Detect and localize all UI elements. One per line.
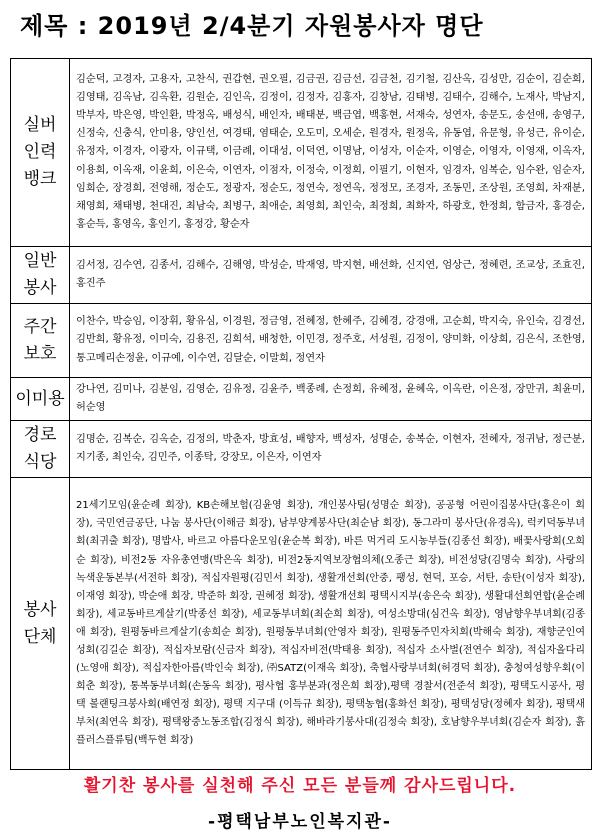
name-list: 김명순, 김복순, 김옥순, 김정의, 박춘자, 방효성, 배향자, 백성자, 성명순, 송복순, 이현자, 전혜자, 정귀남, 정근분, 지기종, 최인숙, 김민주, 이종탁, 강장모, 이은자, 이연자 xyxy=(70,421,592,478)
category-label: 뱅크 xyxy=(23,169,57,189)
category-label: 일반 xyxy=(23,251,57,271)
category-label: 경로 xyxy=(23,425,57,446)
category-cell xyxy=(11,421,70,478)
name-list: 김순덕, 고경자, 고용자, 고찬식, 권갑현, 권오필, 김금권, 김금선, 김금천, 김기철, 김산옥, 김성만, 김순이, 김순희, 김영태, 김옥남, 김옥환, 김원순, 김인옥, 김정이, 김정자, 김홍자, 김창남, 김태병, 김태수, 김해수, 노재사, 박남지, 박부자, 박은영, 박인환, 박정옥, 배성식, 배인자, 배태분, 백금엽, 백홍현, 서재숙, 성연자, 송문도, 송선애, 송영구, 신정숙, 신충식, 안미용, 양인선, 여경태, 염태순, 오도미, 오세순, 원경자, 원정옥, 유동엽, 유문형, 유성근, 유이순, 유정자, 이경자, 이광자, 이규택, 이금례, 이대성, 이덕연, 이명남, 이성자, 이순자, 이영순, 이영자, 이영재, 이옥자, 이용희, 이옥재, 이윤희, 이은숙, 이연자, 이점자, 이정숙, 이정희, 이필기, 이현자, 임경자, 임복순, 임수완, 임순자, 임희순, 장경희, 전영해, 정순도, 정광자, 정순도, 정연숙, 정연옥, 정정모, 조경자, 조동민, 조상원, 조영희, 차재분, 채영희, 채태병, 천대진, 최남숙, 최병구, 최애순, 최영희, 최인숙, 최정희, 최화자, 하광호, 한정희, 함금자, 홍경순, 홍순득, 홍영옥, 홍인기, 홍정강, 황순자 xyxy=(70,59,592,247)
roster-row xyxy=(11,247,592,304)
category-label: 단체 xyxy=(23,626,57,647)
category-label: 봉사 xyxy=(23,599,57,620)
category-cell xyxy=(11,478,70,770)
category-cell xyxy=(11,247,70,304)
thanks-message: 활기찬 봉사를 실천해 주신 모든 분들께 감사드립니다. xyxy=(83,776,517,796)
category-cell xyxy=(11,304,70,378)
category-label: 인력 xyxy=(23,142,57,162)
group-list: 21세기모임(윤순례 회장), KB손해보험(김윤영 회장), 개인봉사팀(성명순 회장), 공공형 어린이집봉사단(홍은이 회장), 국민연금공단, 나눔 봉사단(이해금 회장), 남부양계봉사단(최순남 회장), 동그라미 봉사단(유경옥), 럭키덕동부녀회(최귀출 회장), 명밥사, 바르고 아름다운모임(윤순복 회장), 바른 먹거리 도시농부들(김종선 회장), 배꽃사랑회(오희순 회장), 비전2동 자유총연맹(박은옥 회장), 비전2동지역보장협의체(오종근 회장), 비전성당(김명숙 회장), 사랑의 녹색운동본부(서전하 회장), 적십자원평(김민서 회장), 생활개선회(안중, 팽성, 현덕, 포승, 서탄, 송탄(이성자 회장),이재영 회장), 박순애 회장, 박준하 회장, 권혜정 회장), 생활개선회 평택시지부(송은숙 회장), 생활대선회연합(윤순례 회장), 세교동바르게살기(박종선 회장), 세교동부녀회(최순희 회장), 여성소방대(심건옥 회장), 영남향우부녀회(김종애 회장), 원평동바르게살기(송희순 회장), 원평동부녀회(안영자 회장), 원평동주민자치회(박해숙 회장), 재향군인여성회(김길순 회장), 적십자보람(신금자 회장), 적십자비전(박태용 회장), 적십자 소사벌(전연수 회장), 적십자올다리(노영애 회장), 적십자한아름(박인숙 회장), ㈜SATZ(이재옥 회장), 축협사랑부녀회(허경덕 회장), 충청여성향우회(이희춘 회장), 통복동부녀회(손동옥 회장), 평사협 홍부분과(정은희 회장),평택 경찰서(전준석 회장), 평택도시공사, 평택 볼랜팅크봉사회(배연정 회장), 평택 지구대 (이득규 회장), 평택농협(홍화선 회장), 평택성당(정혜자 회장), 평택새부처(최연옥 회장), 평택왕중노동조합(김정식 회장), 해바라기봉사대(김정숙 회장), 호남향우부녀회(김순자 회장), 흙플러스플류팀(백두현 회장) xyxy=(70,478,592,770)
organization-name: -평택남부노인복지관- xyxy=(208,812,392,832)
category-label: 식당 xyxy=(23,452,57,473)
category-cell xyxy=(11,59,70,247)
name-list: 강나연, 김미나, 김분임, 김영순, 김유정, 김윤주, 백종례, 손정희, 유혜정, 윤혜옥, 이옥란, 이은정, 장만귀, 최윤미, 허순영 xyxy=(70,378,592,421)
category-label: 보호 xyxy=(23,343,57,364)
category-label: 실버 xyxy=(23,115,57,135)
category-label: 이미용 xyxy=(15,388,65,409)
category-cell xyxy=(11,378,70,421)
volunteer-roster-table xyxy=(10,58,592,770)
roster-body xyxy=(11,59,592,770)
roster-row xyxy=(11,378,592,421)
name-list: 이찬수, 박승임, 이장휘, 황유심, 이경원, 정금영, 전혜정, 한혜주, 김혜경, 강경애, 고순희, 박지숙, 유인숙, 김경선, 김반희, 황유정, 이미숙, 김용진, 김희석, 배청한, 이민경, 정주호, 서성원, 김정이, 양미화, 이상희, 김은식, 조한영, 통고메리손정윤, 이규예, 이수연, 김달순, 이말희, 정연자 xyxy=(70,304,592,378)
page-title: 제목 : 2019년 2/4분기 자원봉사자 명단 xyxy=(20,12,484,40)
category-label: 봉사 xyxy=(23,278,57,298)
category-label: 주간 xyxy=(23,316,57,337)
name-list: 김서정, 김수연, 김종서, 김해수, 김해영, 박성순, 박재영, 박지현, 배선화, 신지연, 엄상근, 정혜련, 조교상, 조효진, 홍진주 xyxy=(70,247,592,304)
roster-row xyxy=(11,59,592,247)
roster-row xyxy=(11,421,592,478)
roster-row xyxy=(11,478,592,770)
roster-row xyxy=(11,304,592,378)
